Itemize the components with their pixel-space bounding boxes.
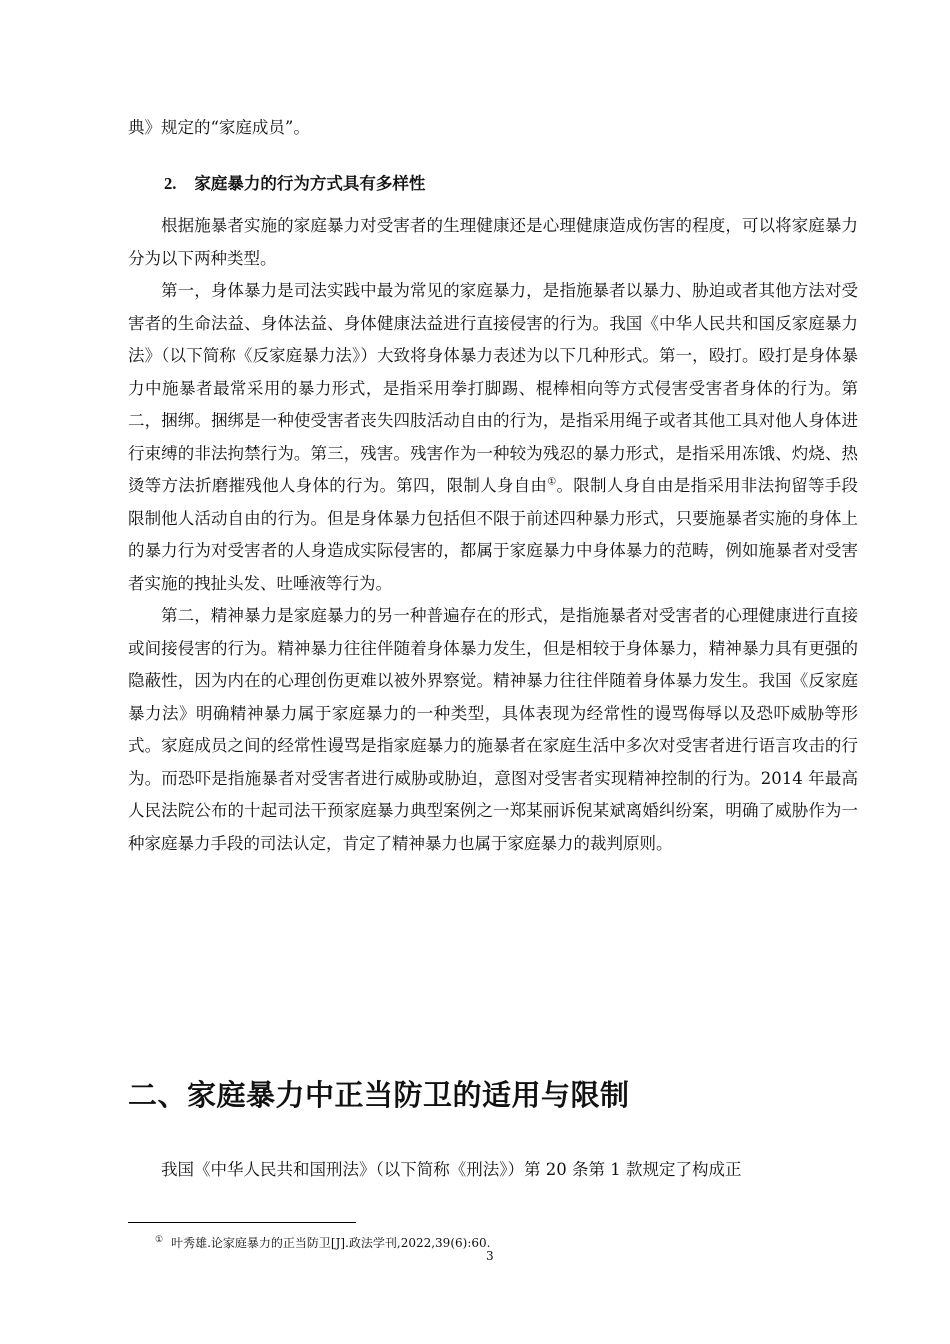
paragraph-mental-violence: 第二，精神暴力是家庭暴力的另一种普遍存在的形式，是指施暴者对受害者的心理健康进行直接或间接侵害的行为。精神暴力往往伴随着身体暴力发生，但是相较于身体暴力，精神暴力具有更强的隐蔽性，因为内在的心理创伤更难以被外界察觉。精神暴力往往伴随着身体暴力发生。我国《反家庭暴力法》明确精神暴力属于家庭暴力的一种类型，具体表现为经常性的谩骂侮辱以及恐吓威胁等形式。家庭成员之间的经常性谩骂是指家庭暴力的施暴者在家庭生活中多次对受害者进行语言攻击的行为。而恐吓是指施暴者对受害者进行威胁或胁迫，意图对受害者实现精神控制的行为。2014 年最高人民法院公布的十起司法干预家庭暴力典型案例之一郑某丽诉倪某斌离婚纠纷案，明确了威胁作为一种家庭暴力手段的司法认定，肯定了精神暴力也属于家庭暴力的裁判原则。 bbox=[128, 606, 858, 853]
footnote bbox=[155, 1232, 490, 1251]
section-first-line: 我国《中华人民共和国刑法》（以下简称《刑法》）第 20 条第 1 款规定了构成正 bbox=[161, 1160, 742, 1179]
footnote-text: 叶秀雄.论家庭暴力的正当防卫[J].政法学刊,2022,39(6):60. bbox=[171, 1236, 491, 1250]
paragraph-physical-part1: 第一，身体暴力是司法实践中最为常见的家庭暴力，是指施暴者以暴力、胁迫或者其他方法对受害者的生命法益、身体法益、身体健康法益进行直接侵害的行为。我国《中华人民共和国反家庭暴力法》（以下简称《反家庭暴力法》）大致将身体暴力表述为以下几种形式。第一，殴打。殴打是身体暴力中施暴者最常采用的暴力形式，是指采用拳打脚踢、棍棒相向等方式侵害受害者身体的行为。第二，捆绑。捆绑是一种使受害者丧失四肢活动自由的行为，是指采用绳子或者其他工具对他人身体进行束缚的非法拘禁行为。第三，残害。残害作为一种较为残忍的暴力形式，是指采用冻饿、灼烧、热烫等方法折磨摧残他人身体的行为。第四，限制人身自由 bbox=[128, 281, 858, 495]
paragraph-physical-violence bbox=[128, 275, 858, 600]
subheading bbox=[164, 170, 425, 194]
continuation-text: 典》规定的“家庭成员”。 bbox=[128, 118, 310, 137]
section-heading: 二、家庭暴力中正当防卫的适用与限制 bbox=[128, 1078, 630, 1112]
paragraph-intro: 根据施暴者实施的家庭暴力对受害者的生理健康还是心理健康造成伤害的程度，可以将家庭暴力分为以下两种类型。 bbox=[128, 216, 858, 268]
footnote-reference: ① bbox=[547, 476, 557, 488]
footnote-mark: ① bbox=[155, 1235, 164, 1245]
footnote-separator bbox=[128, 1222, 356, 1223]
subheading-number: 2. bbox=[164, 174, 177, 193]
section-body bbox=[128, 1154, 858, 1187]
continuation-block bbox=[128, 112, 858, 145]
paragraph-physical-part2: 。限制人身自由是指采用非法拘留等手段限制他人活动自由的行为。但是身体暴力包括但不限于前述四种暴力形式，只要施暴者实施的身体上的暴力行为对受害者的人身造成实际侵害的，都属于家庭暴力中身体暴力的范畴，例如施暴者对受害者实施的拽扯头发、吐唾液等行为。 bbox=[128, 476, 859, 593]
subheading-title: 家庭暴力的行为方式具有多样性 bbox=[194, 174, 426, 193]
body-text bbox=[128, 210, 858, 860]
page-number: 3 bbox=[486, 1249, 494, 1263]
